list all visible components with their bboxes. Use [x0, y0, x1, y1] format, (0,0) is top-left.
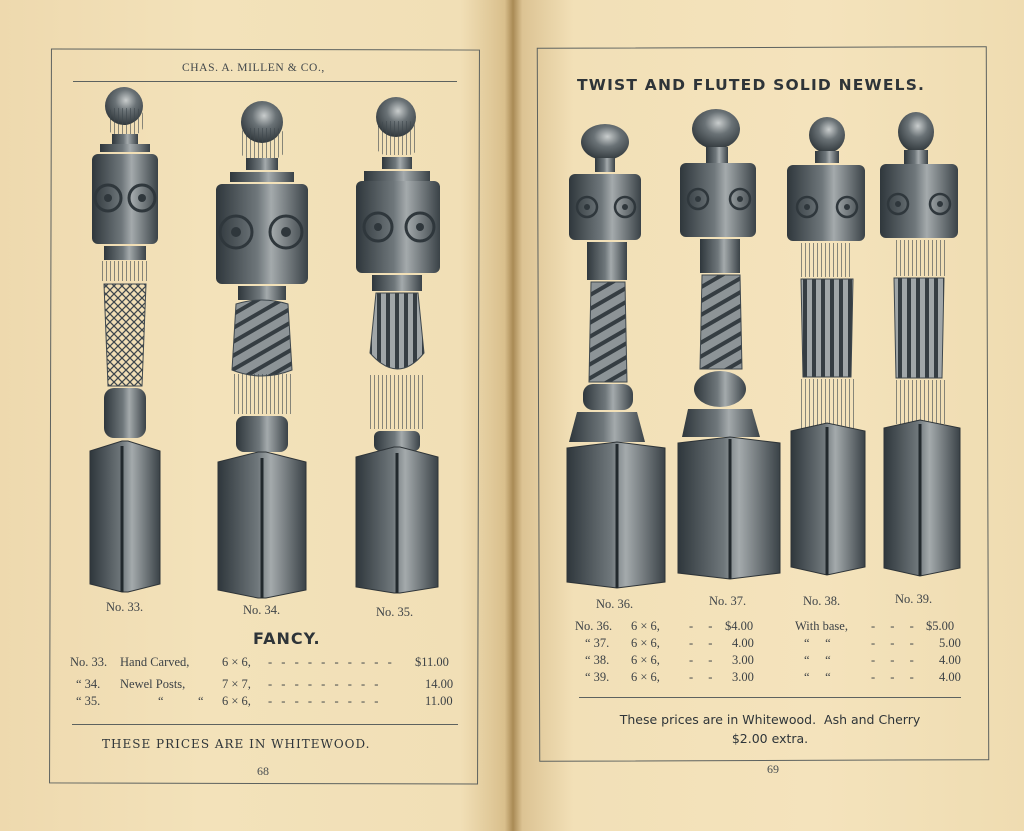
newel-post-38-illustration: [785, 115, 875, 580]
footer-note-right: [560, 710, 980, 748]
item-size: 7 × 7,: [222, 677, 251, 691]
dot-leader: - - - - - - - - - -: [268, 655, 395, 669]
newel-post-36-illustration: [565, 112, 670, 592]
newel-post-33-illustration: [82, 86, 182, 591]
item-description: Newel Posts,: [120, 677, 186, 691]
page-number-right: 69: [767, 762, 779, 776]
newel-post-37-illustration: [678, 103, 783, 583]
item-description: “: [158, 694, 164, 708]
footer-note-left: THESE PRICES ARE IN WHITEWOOD.: [102, 737, 371, 751]
dot-leader: - - -: [871, 619, 920, 633]
item-size: 6 × 6,: [631, 636, 660, 650]
item-size: 6 × 6,: [631, 670, 660, 684]
item-number: No. 33.: [70, 655, 108, 669]
footer-note-line-1: These prices are in Whitewood. Ash and Cherry: [619, 712, 921, 727]
dot-leader: - -: [689, 636, 719, 650]
section-title-fancy: FANCY.: [253, 629, 321, 648]
item-price: 4.00: [732, 636, 754, 650]
item-size: 6 × 6,: [631, 619, 660, 633]
with-base-label: “ “: [804, 636, 831, 650]
item-number: “ 38.: [585, 653, 610, 667]
post-caption-33: No. 33.: [106, 600, 144, 614]
with-base-price: $5.00: [926, 619, 955, 633]
post-caption-35: No. 35.: [376, 605, 414, 619]
post-caption-37: No. 37.: [709, 594, 747, 608]
dot-leader: - - - - - - - - -: [268, 677, 382, 691]
item-price: $11.00: [415, 655, 449, 669]
item-description-ditto: “: [198, 694, 204, 708]
post-caption-34: No. 34.: [243, 603, 281, 617]
footer-note-line-2: $2.00 extra.: [731, 731, 809, 746]
with-base-price: 4.00: [939, 653, 961, 667]
item-price: 3.00: [732, 653, 754, 667]
dot-leader: - -: [689, 670, 719, 684]
dot-leader: - -: [689, 653, 719, 667]
newel-post-34-illustration: [214, 100, 314, 600]
dot-leader: - - -: [871, 636, 920, 650]
item-number: “ 37.: [585, 636, 610, 650]
item-price: 14.00: [425, 677, 454, 691]
item-description: Hand Carved,: [120, 655, 190, 669]
item-size: 6 × 6,: [222, 694, 251, 708]
newel-post-35-illustration: [350, 93, 445, 598]
footer-rule: [579, 697, 961, 698]
item-price: $4.00: [725, 619, 754, 633]
page-title: TWIST AND FLUTED SOLID NEWELS.: [577, 76, 926, 94]
item-size: 6 × 6,: [222, 655, 251, 669]
item-number: “ 35.: [76, 694, 101, 708]
item-number: No. 36.: [575, 619, 613, 633]
with-base-price: 4.00: [939, 670, 961, 684]
running-head: CHAS. A. MILLEN & CO.,: [182, 62, 325, 74]
newel-post-39-illustration: [880, 110, 970, 580]
page-number-left: 68: [257, 764, 269, 778]
with-base-label: With base,: [795, 619, 848, 633]
post-caption-36: No. 36.: [596, 597, 634, 611]
post-caption-39: No. 39.: [895, 592, 933, 606]
item-size: 6 × 6,: [631, 653, 660, 667]
dot-leader: - - -: [871, 670, 920, 684]
dot-leader: - - -: [871, 653, 920, 667]
with-base-price: 5.00: [939, 636, 961, 650]
item-price: 11.00: [425, 694, 453, 708]
footer-rule: [72, 724, 458, 725]
item-number: “ 34.: [76, 677, 101, 691]
dot-leader: - - - - - - - - -: [268, 694, 382, 708]
post-caption-38: No. 38.: [803, 594, 841, 608]
item-number: “ 39.: [585, 670, 610, 684]
dot-leader: - -: [689, 619, 719, 633]
item-price: 3.00: [732, 670, 754, 684]
with-base-label: “ “: [804, 670, 831, 684]
header-rule: [73, 81, 457, 82]
with-base-label: “ “: [804, 653, 831, 667]
